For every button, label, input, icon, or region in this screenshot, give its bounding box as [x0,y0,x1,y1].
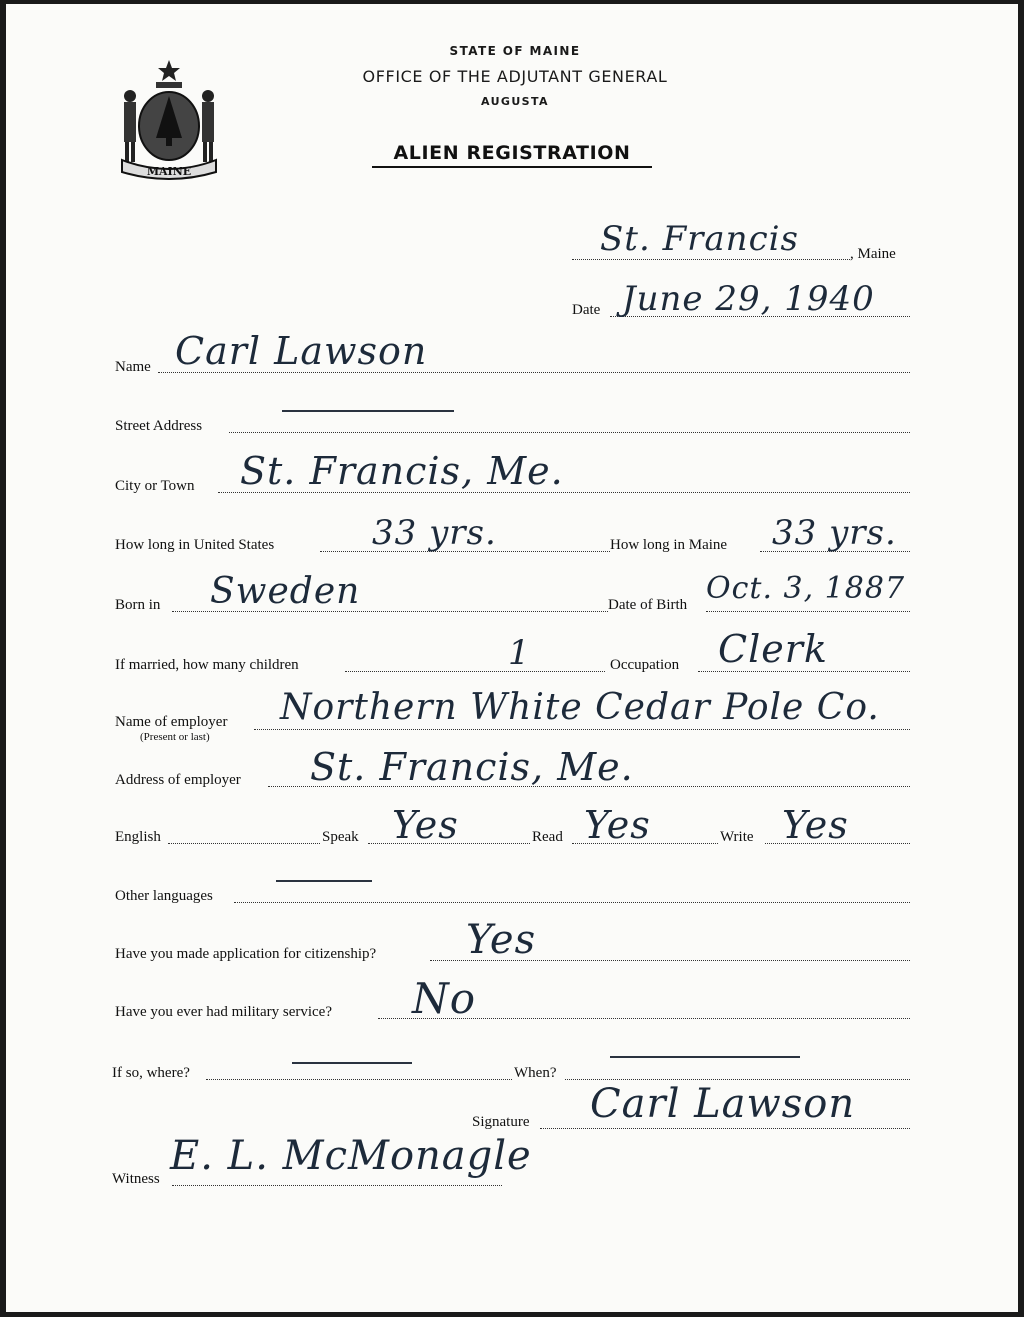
military-value: No [412,974,477,1023]
employer-address-value: St. Francis, Me. [310,745,634,789]
header-office: OFFICE OF THE ADJUTANT GENERAL [362,67,668,86]
english-speak-label: Speak [322,829,359,845]
occupation-value: Clerk [718,627,828,671]
when-label: When? [514,1065,557,1081]
seal-banner-text: MAINE [146,165,192,178]
street-address-dash [282,410,454,412]
occupation-line [698,671,910,672]
maine-state-seal [116,56,222,182]
employer-name-value: Northern White Cedar Pole Co. [280,687,880,728]
children-line [345,671,605,672]
citizenship-value: Yes [466,917,537,963]
if-so-where-label: If so, where? [112,1065,190,1081]
if-so-where-dash [292,1062,412,1064]
date-value: June 29, 1940 [622,279,875,319]
form-title: ALIEN REGISTRATION [372,142,652,168]
children-label: If married, how many children [115,657,299,673]
other-languages-line [234,902,910,903]
street-address-line [229,432,910,433]
english-read-label: Read [532,829,563,845]
english-line [168,843,320,844]
other-languages-dash [276,880,372,882]
how-long-maine-value: 33 yrs. [772,513,897,553]
date-of-birth-line [706,611,910,612]
date-label: Date [572,302,601,318]
occupation-label: Occupation [610,657,680,673]
citizenship-label: Have you made application for citizenship? [115,946,377,962]
english-write-value: Yes [782,803,849,847]
employer-address-label: Address of employer [115,772,241,788]
how-long-maine-label: How long in Maine [610,537,728,553]
place-line [572,259,850,260]
born-in-value: Sweden [210,571,361,612]
english-write-label: Write [720,829,754,845]
when-line [565,1079,910,1080]
name-value: Carl Lawson [175,329,428,373]
other-languages-label: Other languages [115,888,213,904]
if-so-where-line [206,1079,512,1080]
english-speak-value: Yes [392,803,459,847]
name-label: Name [115,359,151,375]
date-of-birth-value: Oct. 3, 1887 [706,571,906,606]
when-dash [610,1056,800,1058]
how-long-us-label: How long in United States [115,537,275,553]
witness-value: E. L. McMonagle [170,1133,532,1179]
street-address-label: Street Address [115,418,203,434]
place-suffix-label: , Maine [850,246,896,262]
born-in-label: Born in [115,597,161,613]
signature-value: Carl Lawson [590,1081,856,1127]
military-label: Have you ever had military service? [115,1004,332,1020]
header-state: STATE OF MAINE [449,44,581,58]
signature-line [540,1128,910,1129]
place-value: St. Francis [600,219,799,259]
date-of-birth-label: Date of Birth [608,597,688,613]
employer-name-label: Name of employer [115,714,228,730]
signature-label: Signature [472,1114,530,1130]
children-value: 1 [508,633,531,673]
employer-name-sublabel: (Present or last) [140,731,210,743]
employer-name-line [254,729,910,730]
witness-line [172,1185,502,1186]
city-label: City or Town [115,478,195,494]
english-label: English [115,829,161,845]
witness-label: Witness [112,1171,160,1187]
header-city: AUGUSTA [481,95,549,108]
how-long-us-value: 33 yrs. [372,513,497,553]
english-read-value: Yes [584,803,651,847]
city-value: St. Francis, Me. [240,449,564,493]
